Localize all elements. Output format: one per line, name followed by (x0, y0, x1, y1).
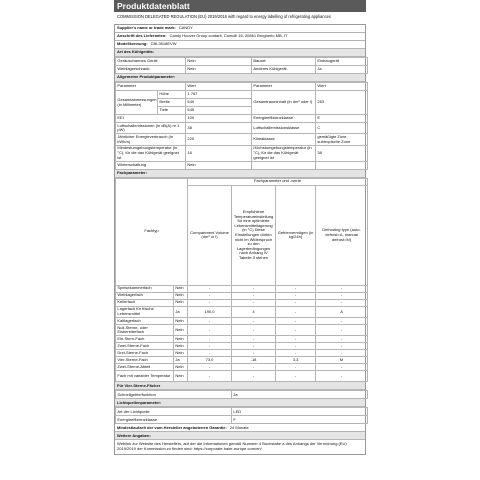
type-row (116, 58, 368, 66)
datasheet-table (114, 24, 366, 455)
light-table (115, 407, 368, 424)
compartment-name: Kaltlagerfach (116, 318, 174, 325)
total-volume-value: 263 (316, 91, 368, 115)
compartment-value: - (316, 343, 368, 350)
light-section-label: Lichtquellenparameter: (117, 399, 162, 405)
supplier-label: Supplier's name or trade mark: (117, 25, 176, 31)
compartment-name: Drei-Sterne-Fach (116, 350, 174, 357)
compartment-value: M (316, 357, 368, 364)
general-section-label: Allgemeine Produktparameter: (117, 74, 176, 80)
fach-group-header: Fachparameter und -werte (188, 178, 368, 185)
dims-width-label: Breite (158, 99, 186, 107)
compartment-row (116, 325, 368, 336)
compartment-row (116, 299, 368, 306)
compartment-value: Nein (174, 371, 188, 382)
compartment-value: - (232, 364, 276, 371)
general-cell: EEI (116, 115, 186, 123)
compartment-row (116, 364, 368, 371)
warranty-label: Mindestlaufzeit der vom Hersteller angebotenen Garantie: (117, 424, 227, 430)
general-cell: Höchstumgebungstemperatur (in °C), für die das Kühlgerät geeignet ist (252, 145, 316, 161)
supplier-row (115, 25, 365, 33)
general-cell: gemäßigte Zone, subtropische Zone (316, 134, 368, 145)
general-header-param: Parameter (116, 83, 186, 91)
freeze-table (115, 390, 368, 399)
address-label: Anschrift des Lieferanten: (117, 33, 167, 39)
dims-label: Gesamtabmessungen (in Millimeter) (116, 91, 158, 115)
model-row (115, 41, 365, 49)
dims-depth-label: Tiefe (158, 107, 186, 115)
compartment-name: Fach mit variabler Temperatur (116, 371, 174, 382)
compartment-name: Ein-Stern-Fach (116, 336, 174, 343)
compartment-row (116, 285, 368, 292)
compartment-row (116, 350, 368, 357)
compartment-value: - (316, 325, 368, 336)
further-section-label: Weitere Angaben: (117, 432, 151, 438)
warranty-row (115, 424, 365, 432)
type-cell: Anderes Kühlgerät: (252, 66, 316, 74)
general-cell: C (316, 123, 368, 134)
compartment-value: - (276, 350, 316, 357)
compartment-name: Vier-Sterne-Fach (116, 357, 174, 364)
general-row (116, 123, 368, 134)
compartment-value: 3,3 (276, 357, 316, 364)
fach-volume-header: Compartment Volume (dm³ or l) (188, 185, 232, 285)
datasheet (114, 0, 366, 480)
type-cell: Bauart: (252, 58, 316, 66)
general-cell: Luftschallemissionsklasse (252, 123, 316, 134)
address-row (115, 33, 365, 41)
compartment-value: - (276, 292, 316, 299)
light-class-label: Energieeffizienzklasse (116, 416, 232, 424)
general-header-value2: Wert (316, 83, 368, 91)
compartment-name: Zwei-Sterne-Fach (116, 343, 174, 350)
general-cell: Luftschallemissionen (in dB(A) re 1 pW) (116, 123, 186, 134)
compartment-value: - (232, 325, 276, 336)
model-value: CBL3518EVW (150, 41, 177, 47)
general-cell: Jährlicher Energieverbrauch (in kWh/a) (116, 134, 186, 145)
compartment-row (116, 306, 368, 317)
compartment-value: - (232, 343, 276, 350)
compartment-row (116, 371, 368, 382)
regulation-text: COMMISSION DELEGATED REGULATION (EU) 2019/2016 with regard to energy labelling of refrigerating appliances (117, 14, 331, 19)
quick-freeze-label: Schnellgefrierfunktion (116, 391, 232, 399)
type-cell: Geräuscharmes Gerät: (116, 58, 186, 66)
light-type-label: Art der Lichtquelle (116, 408, 232, 416)
compartment-value: - (316, 364, 368, 371)
compartment-row (116, 343, 368, 350)
general-cell: 16 (186, 145, 252, 161)
compartment-value: Ja (174, 306, 188, 317)
compartment-value: 73,0 (188, 357, 232, 364)
compartment-value: 4 (232, 306, 276, 317)
fach-defrost-header: Defrosting type (auto-defrost=A, manual defrost=M) (316, 185, 368, 285)
dims-height-label: Höhe (158, 91, 186, 99)
compartment-value: - (276, 336, 316, 343)
compartment-value: -18 (232, 357, 276, 364)
compartment-name: Speisekammerfach (116, 285, 174, 292)
general-row (116, 145, 368, 161)
compartment-value: - (232, 292, 276, 299)
general-row (116, 134, 368, 145)
general-cell: Nein (186, 161, 252, 169)
compartment-value: - (276, 343, 316, 350)
compartment-name: Lagerfach für frische Lebensmittel (116, 306, 174, 317)
compartment-value: - (316, 318, 368, 325)
general-header-param2: Parameter (252, 83, 316, 91)
compartment-value: - (316, 285, 368, 292)
compartment-value: - (188, 299, 232, 306)
type-cell: Ja (316, 66, 368, 74)
dims-depth-value: 545 (186, 107, 252, 115)
general-cell (316, 161, 368, 169)
compartment-value: - (276, 325, 316, 336)
compartment-value: Nein (174, 350, 188, 357)
compartment-row (116, 357, 368, 364)
general-cell: Klimaklasse (252, 134, 316, 145)
general-cell: 100 (186, 115, 252, 123)
compartment-value: Nein (174, 285, 188, 292)
fach-temp-header: Empfohlene Temperatureinstellung für eine optimierte Lebensmittellagerung (in °C) Diese Einstellungen dürfen nicht im Widerspruch zu den Lagerbedingungen nach Anhang IV Tabelle 3 stehen (232, 185, 276, 285)
compartment-value: - (188, 325, 232, 336)
compartment-value: - (188, 350, 232, 357)
compartment-value: - (276, 364, 316, 371)
fach-type-header: Fachtyp (116, 178, 188, 285)
warranty-value: 24 Monate (229, 424, 249, 430)
compartment-value: - (188, 292, 232, 299)
four-star-section-header (115, 382, 365, 390)
type-cell: Nein (186, 66, 252, 74)
compartment-section-label: Fachparameter: (117, 169, 148, 175)
compartment-name: Weinlagerfach (116, 292, 174, 299)
compartment-value: - (188, 336, 232, 343)
compartment-name: Kellerfach (116, 299, 174, 306)
compartment-value: - (316, 292, 368, 299)
compartment-value: Nein (174, 292, 188, 299)
model-label: Modellkennung: (117, 41, 148, 47)
compartment-value: 190,0 (188, 306, 232, 317)
compartment-value: - (276, 371, 316, 382)
dims-height-value: 1 767 (186, 91, 252, 99)
total-volume-label: Gesamtrauminhalt (in dm³ oder l) (252, 91, 316, 115)
compartment-value: - (232, 350, 276, 357)
compartment-value: - (316, 336, 368, 343)
compartment-row (116, 292, 368, 299)
compartment-value: - (316, 299, 368, 306)
quick-freeze-value: Ja (232, 391, 368, 399)
compartment-value: - (232, 371, 276, 382)
general-row (116, 161, 368, 169)
footer-row (115, 440, 365, 453)
general-cell: 38 (316, 145, 368, 161)
general-cell: Mindestumgebungstemperatur (in °C), für die das Kühlgerät geeignet ist (116, 145, 186, 161)
general-section-header (115, 74, 365, 82)
compartment-value: Nein (174, 325, 188, 336)
compartment-value: Nein (174, 299, 188, 306)
compartment-value: Nein (174, 336, 188, 343)
compartment-value: - (188, 364, 232, 371)
page-title: Produktdatenblatt (117, 1, 190, 11)
general-cell: Winterschaltung (116, 161, 186, 169)
general-cell: E (316, 115, 368, 123)
general-cell: 38 (186, 123, 252, 134)
compartment-row (116, 318, 368, 325)
general-row (116, 115, 368, 123)
general-cell: Energieeffizienzklasse (252, 115, 316, 123)
compartment-value: Nein (174, 364, 188, 371)
compartment-value: Nein (174, 318, 188, 325)
compartment-value: Nein (174, 343, 188, 350)
general-table (115, 82, 368, 170)
general-header-value: Wert (186, 83, 252, 91)
type-cell: Einbaugerät (316, 58, 368, 66)
compartment-value: A (316, 306, 368, 317)
compartment-value: - (232, 299, 276, 306)
compartment-value: - (188, 371, 232, 382)
type-section-header (115, 49, 365, 57)
dims-width-value: 540 (186, 99, 252, 107)
compartment-value: - (232, 285, 276, 292)
compartment-value: - (316, 371, 368, 382)
type-section-label: Art des Kühlgeräts: (117, 49, 155, 55)
type-cell: Weinlagerschrank: (116, 66, 186, 74)
general-cell (252, 161, 316, 169)
compartment-value: - (276, 299, 316, 306)
compartment-value: Ja (174, 357, 188, 364)
compartment-value: - (188, 343, 232, 350)
compartment-value: - (188, 285, 232, 292)
supplier-value: CANDY (178, 25, 193, 31)
compartment-value: - (232, 318, 276, 325)
address-value: Candy Hoover Group contarit, Comolli 16, 20861 Brugherio MB, IT (169, 33, 288, 39)
type-cell: Nein (186, 58, 252, 66)
type-row (116, 66, 368, 74)
compartment-name: Null-Sterne- oder Eisbereiterfach (116, 325, 174, 336)
title-bar (114, 0, 366, 12)
compartment-value: - (188, 318, 232, 325)
compartment-value: - (276, 318, 316, 325)
compartment-value: - (276, 306, 316, 317)
general-cell: 220 (186, 134, 252, 145)
compartment-value: - (276, 285, 316, 292)
compartment-value: - (316, 350, 368, 357)
compartment-value: - (232, 336, 276, 343)
light-class-value: F (232, 416, 368, 424)
light-type-value: LED (232, 408, 368, 416)
compartment-name: Zwei-Sterne-Abteil (116, 364, 174, 371)
compartment-table (115, 178, 368, 383)
compartment-section-header (115, 170, 365, 178)
light-section-header (115, 399, 365, 407)
further-section-header (115, 432, 365, 440)
four-star-section-label: Für Vier-Sterne-Fächer (117, 382, 161, 388)
compartment-row (116, 336, 368, 343)
footer-text: Weblink zur Website des Herstellers, auf der die Informationen gemäß Nummer 4 Buchstabe a des Anhangs der Verordnung (EU) 2019/2019 der Kommission zu finden sind: https://corporate.haier-europe.com/en/ (117, 441, 347, 452)
fach-freeze-header: Gefriervermögen (in kg/24h) (276, 185, 316, 285)
type-table (115, 57, 368, 74)
